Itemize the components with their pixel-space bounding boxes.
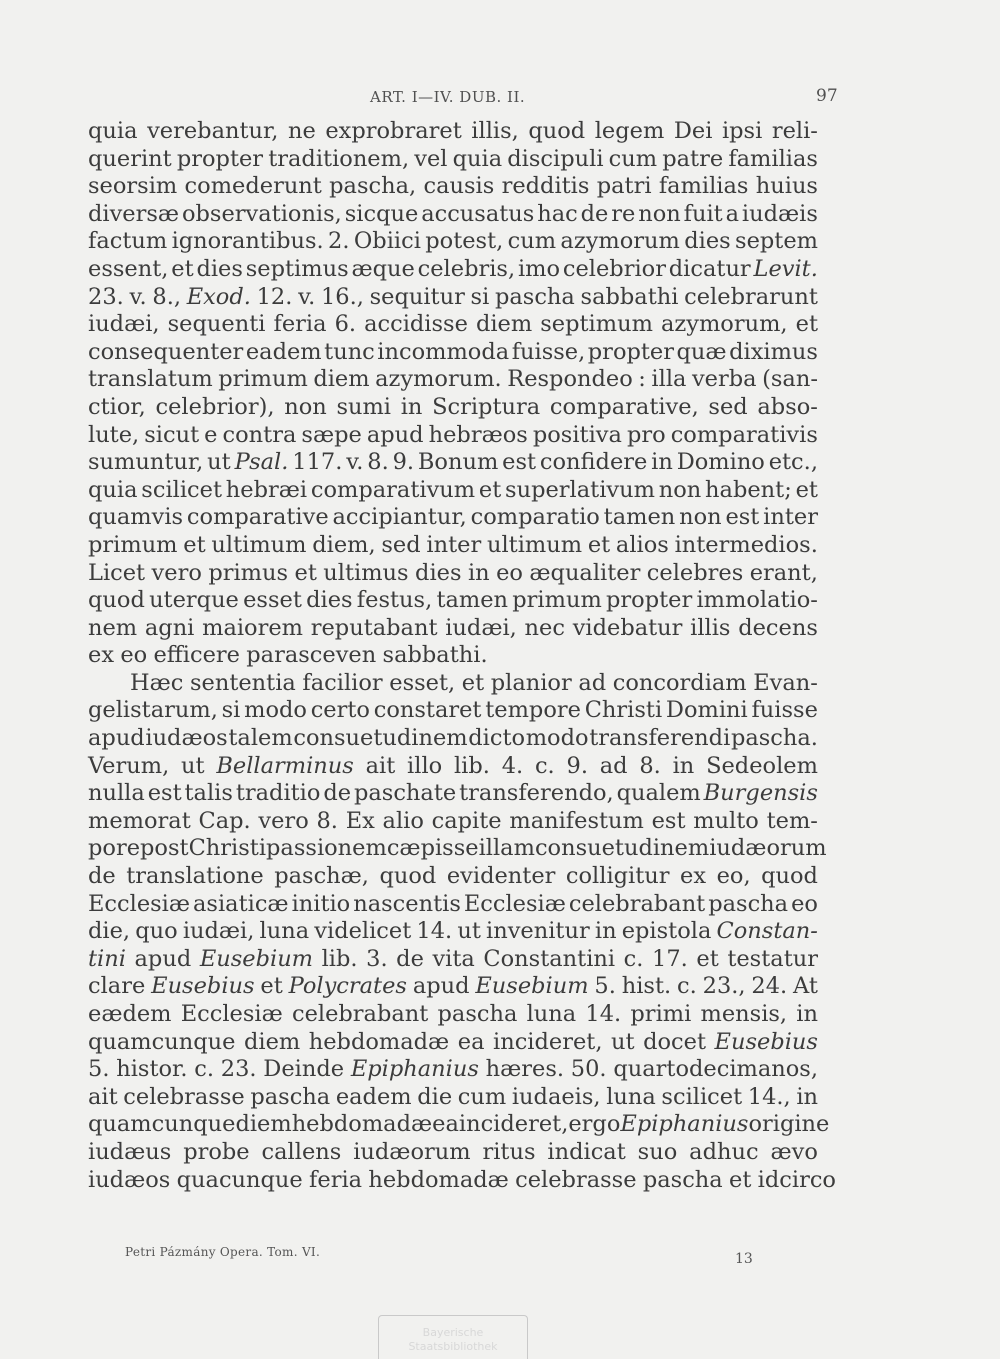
printer-signature: Petri Pázmány Opera. Tom. VI. <box>125 1245 321 1259</box>
text-line: eædem Ecclesiæ celebrabant pascha luna 14. primi mensis, in <box>88 1001 818 1027</box>
text-line: de translatione paschæ, quod evidenter colligitur ex eo, quod <box>88 863 818 890</box>
text-line: iudæi, sequenti feria 6. accidisse diem septimum azymorum, et <box>88 311 818 338</box>
stamp-line-2: Staatsbibliothek <box>408 1340 498 1353</box>
text-line: sumuntur, ut Psal. 117. v. 8. 9. Bonum est confidere in Domino etc., <box>88 449 818 476</box>
signature-number: 13 <box>735 1251 753 1267</box>
text-line: 23. v. 8., Exod. 12. v. 16., sequitur si pascha sabbathi celebrarunt <box>88 283 818 310</box>
text-line: factum ignorantibus. 2. Obiici potest, cum azymorum dies septem <box>88 228 818 255</box>
text-line: quamcunque diem hebdomadæ ea incideret, ut docet Eusebius <box>88 1028 818 1055</box>
text-line: nulla est talis traditio de paschate transferendo, qualem Burgensis <box>88 780 818 807</box>
text-line: Verum, ut Bellarminus ait illo lib. 4. c. 9. ad 8. in Sedeolem <box>88 752 818 779</box>
text-line: lute, sicut e contra sæpe apud hebræos positiva pro comparativis <box>88 421 818 448</box>
text-line: Hæc sententia facilior esset, et planior ad concordiam Evan- <box>130 669 818 696</box>
text-line: quod uterque esset dies festus, tamen primum propter immolatio- <box>88 587 818 614</box>
text-line: nem agni maiorem reputabant iudæi, nec videbatur illis decens <box>88 614 818 641</box>
text-line: essent, et dies septimus æque celebris, imo celebrior dicatur Levit. <box>88 255 818 282</box>
text-line: Ecclesiæ asiaticæ initio nascentis Ecclesiæ celebrabant pascha eo <box>88 890 818 917</box>
text-line: pore post Christi passionem cæpisse illam consuetudinem iudæorum <box>88 835 827 862</box>
text-line: memorat Cap. vero 8. Ex alio capite manifestum est multo tem- <box>88 807 818 834</box>
text-line: apud iudæos talem consuetudinem dicto modo transferendi pascha. <box>88 725 818 752</box>
text-line: gelistarum, si modo certo constaret tempore Christi Domini fuisse <box>88 697 818 724</box>
text-line: die, quo iudæi, luna videlicet 14. ut invenitur in epistola Constan- <box>88 918 818 945</box>
text-line: quia verebantur, ne exprobraret illis, quod legem Dei ipsi reli- <box>88 118 818 144</box>
text-line: Licet vero primus et ultimus dies in eo æqualiter celebres erant, <box>88 559 818 586</box>
text-line: quamvis comparative accipiantur, comparatio tamen non est inter <box>88 504 818 531</box>
text-line: iudæus probe callens iudæorum ritus indicat suo adhuc ævo <box>88 1138 818 1165</box>
text-line: ctior, celebrior), non sumi in Scriptura comparative, sed abso- <box>88 393 818 420</box>
text-line: ait celebrasse pascha eadem die cum iudaeis, luna scilicet 14., in <box>88 1083 818 1110</box>
text-line: quamcunque diem hebdomadæ ea incideret, ergo Epiphanius origine <box>88 1111 830 1138</box>
text-line: querint propter traditionem, vel quia discipuli cum patre familias <box>88 145 818 172</box>
text-line: consequenter eadem tunc incommoda fuisse, propter quæ diximus <box>88 338 818 365</box>
text-line: translatum primum diem azymorum. Respondeo : illa verba (san- <box>88 366 818 393</box>
text-line: clare Eusebius et Polycrates apud Eusebium 5. hist. c. 23., 24. At <box>88 973 818 1000</box>
stamp-line-1: Bayerische <box>422 1326 484 1339</box>
body-text <box>88 118 836 1194</box>
library-stamp <box>378 1315 528 1359</box>
text-line: primum et ultimum diem, sed inter ultimum et alios intermedios. <box>88 531 818 558</box>
text-line: seorsim comederunt pascha, causis redditis patri familias huius <box>88 173 818 200</box>
text-line: quia scilicet hebræi comparativum et superlativum non habent; et <box>88 476 818 503</box>
text-line: diversæ observationis, sicque accusatus hac de re non fuit a iudæis <box>88 200 818 227</box>
text-line: 5. histor. c. 23. Deinde Epiphanius hæres. 50. quartodecimanos, <box>88 1056 818 1083</box>
text-line: iudæos quacunque feria hebdomadæ celebrasse pascha et idcirco <box>88 1166 836 1193</box>
running-head: ART. I—IV. DUB. II. <box>370 88 526 106</box>
page-number: 97 <box>816 86 838 106</box>
text-line: ex eo efficere parasceven sabbathi. <box>88 642 488 669</box>
text-line: tini apud Eusebium lib. 3. de vita Constantini c. 17. et testatur <box>88 945 818 972</box>
